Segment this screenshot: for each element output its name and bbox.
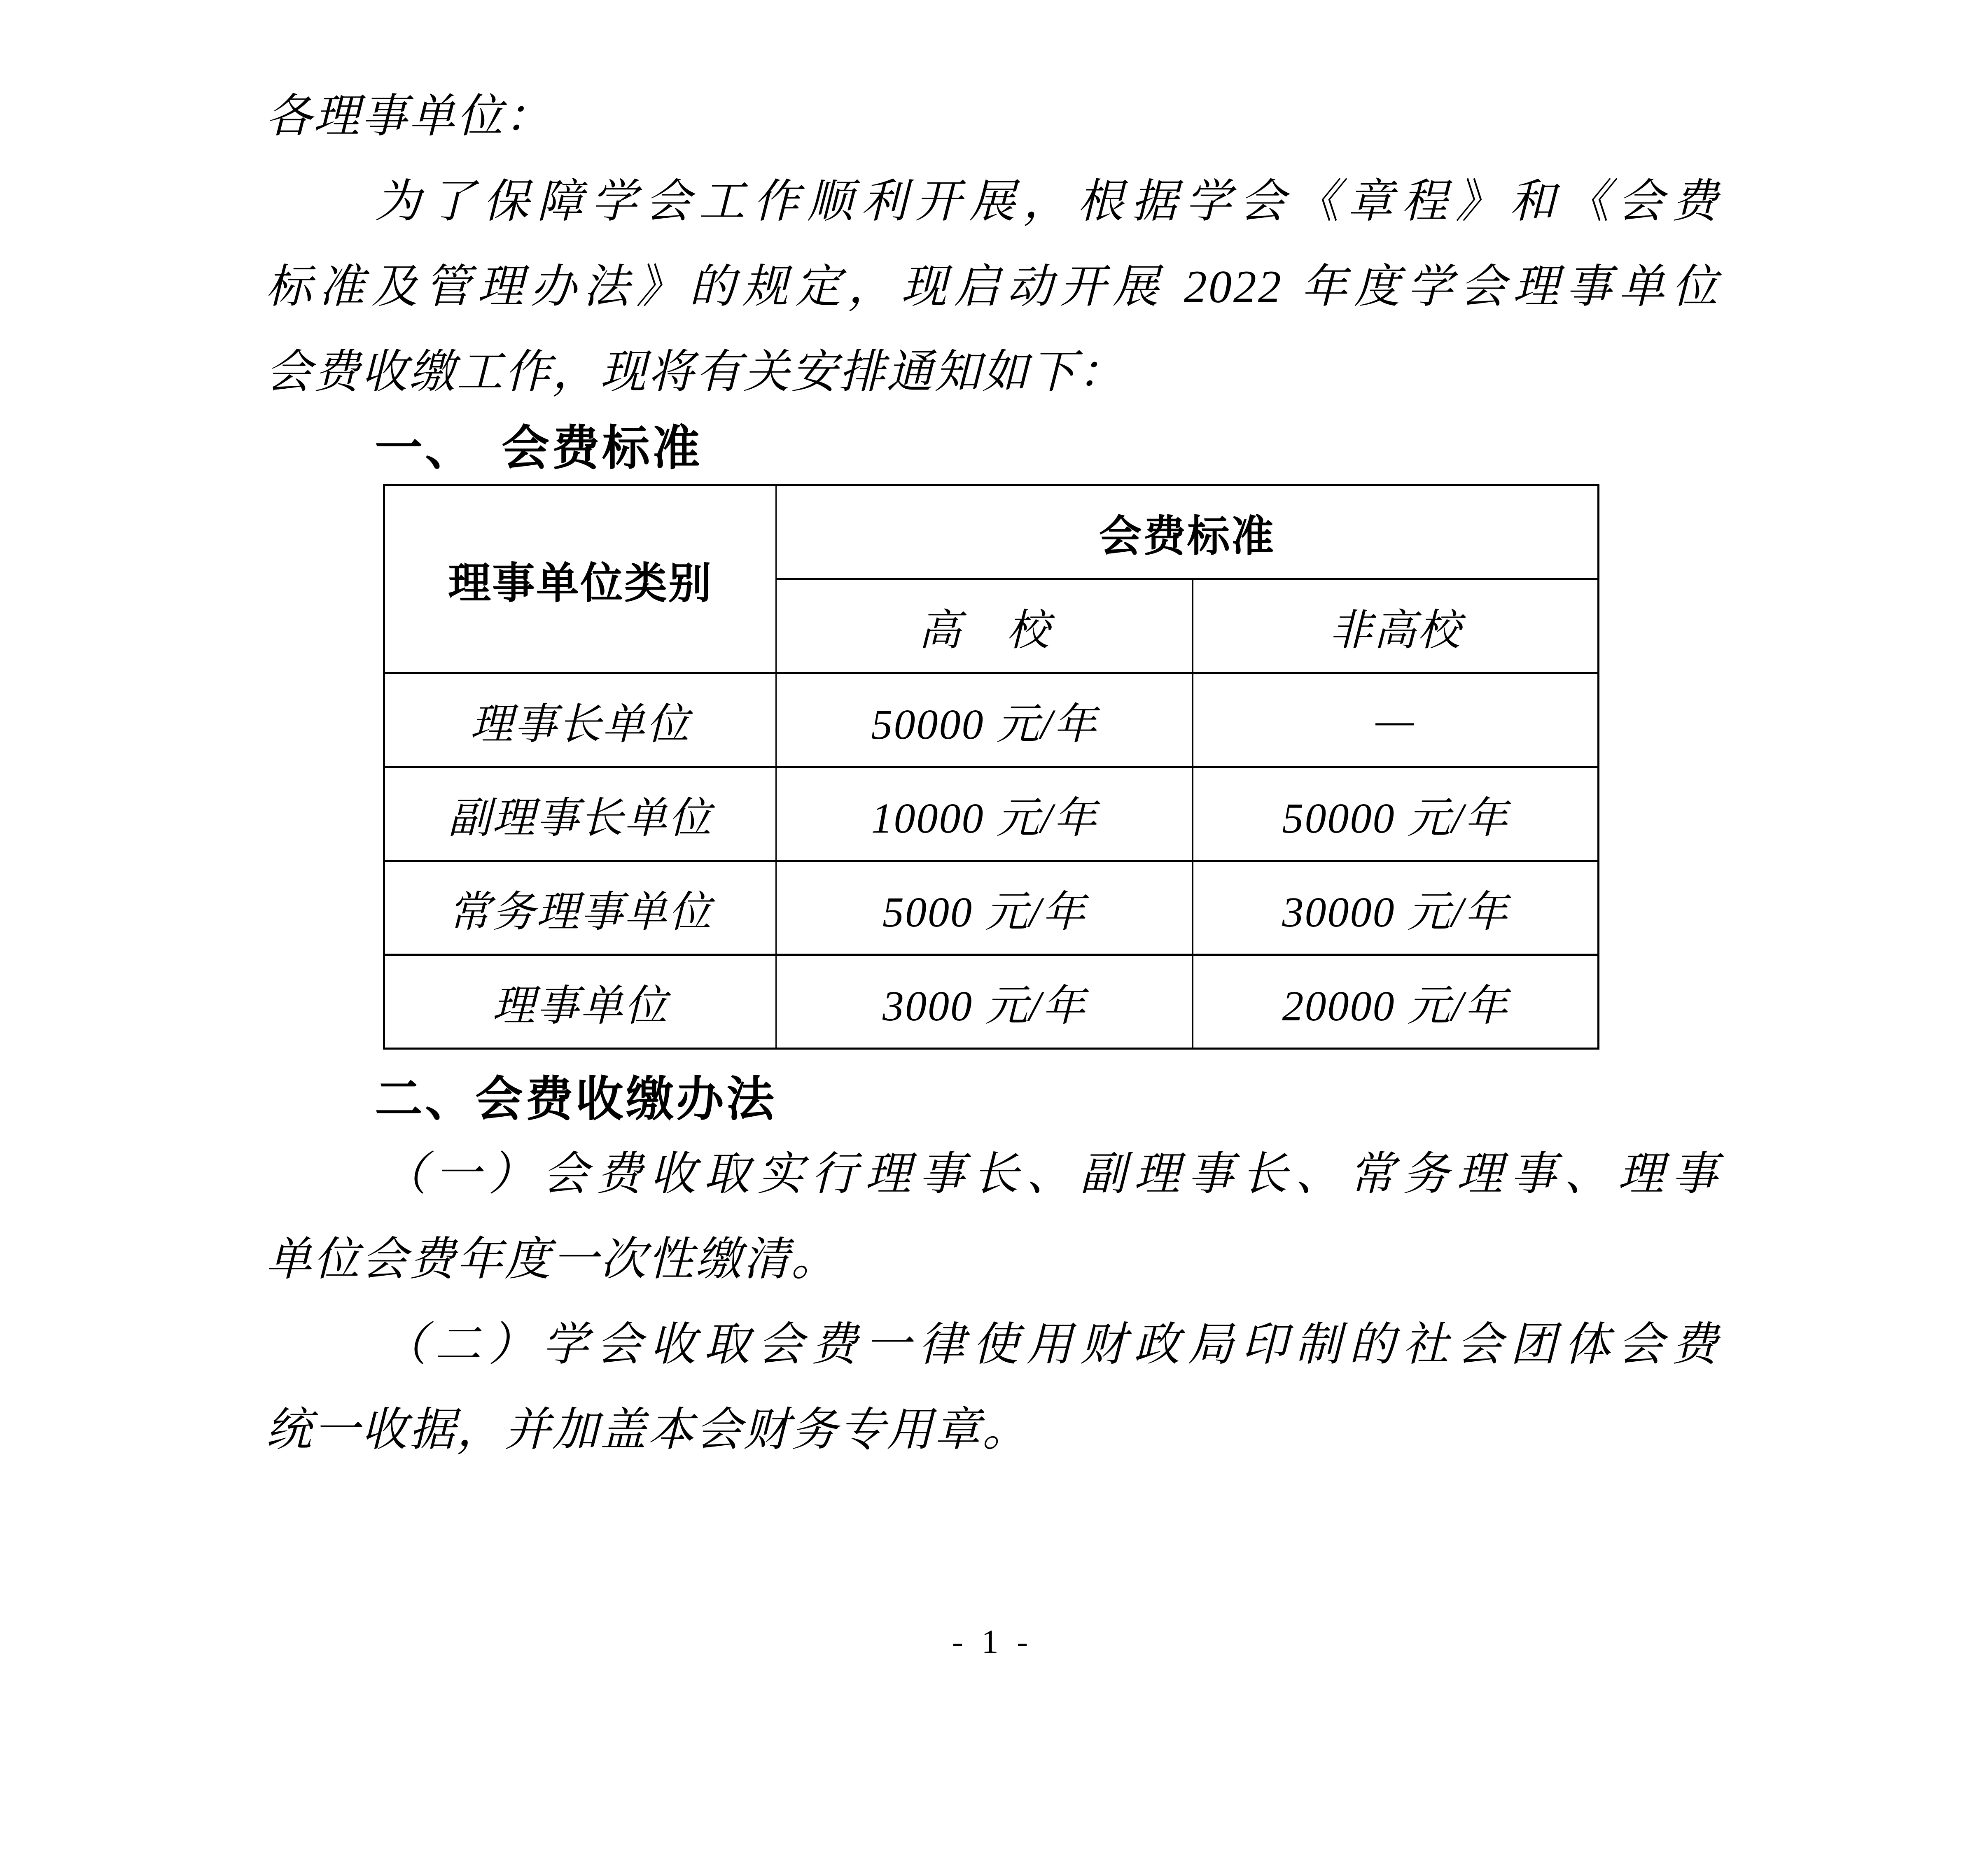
table-row bbox=[384, 955, 1599, 1049]
cell-category: 理事长单位 bbox=[384, 673, 776, 767]
paragraph-intro-line-1: 为了保障学会工作顺利开展，根据学会《章程》和《会费 bbox=[375, 176, 1719, 227]
cell-university-fee: 3000 元/年 bbox=[776, 955, 1193, 1049]
paragraph-intro-line-3: 会费收缴工作，现将有关安排通知如下： bbox=[266, 347, 1125, 398]
paragraph-intro-line-2: 标准及管理办法》的规定，现启动开展 2022 年度学会理事单位 bbox=[266, 261, 1719, 313]
paragraph-method-1-line-1: （一）会费收取实行理事长、副理事长、常务理事、理事 bbox=[381, 1149, 1719, 1200]
fee-standard-table bbox=[383, 484, 1599, 1050]
section-2-heading: 二、会费收缴办法 bbox=[375, 1072, 777, 1126]
category-column-header: 理事单位类别 bbox=[384, 485, 776, 673]
paragraph-method-2 bbox=[266, 1302, 1719, 1473]
cell-university-fee: 5000 元/年 bbox=[776, 861, 1193, 955]
table-row bbox=[384, 767, 1599, 861]
paragraph-intro bbox=[266, 159, 1719, 415]
paragraph-method-2-line-1: （二）学会收取会费一律使用财政局印制的社会团体会费 bbox=[381, 1319, 1719, 1370]
subheader-non-university: 非高校 bbox=[1193, 579, 1599, 673]
cell-university-fee: 10000 元/年 bbox=[776, 767, 1193, 861]
paragraph-method-1 bbox=[266, 1132, 1719, 1302]
page-number: - 1 - bbox=[952, 1623, 1033, 1660]
table-row bbox=[384, 673, 1599, 767]
table-row bbox=[384, 861, 1599, 955]
table-header-row-1 bbox=[384, 485, 1599, 579]
cell-non-university-fee: 30000 元/年 bbox=[1193, 861, 1599, 955]
paragraph-method-2-line-2: 统一收据，并加盖本会财务专用章。 bbox=[266, 1405, 1030, 1456]
subheader-university: 高 校 bbox=[776, 579, 1193, 673]
salutation-line: 各理事单位： bbox=[266, 91, 552, 142]
cell-category: 副理事长单位 bbox=[384, 767, 776, 861]
cell-non-university-fee: 50000 元/年 bbox=[1193, 767, 1599, 861]
cell-category: 常务理事单位 bbox=[384, 861, 776, 955]
cell-university-fee: 50000 元/年 bbox=[776, 673, 1193, 767]
cell-non-university-fee: 20000 元/年 bbox=[1193, 955, 1599, 1049]
cell-category: 理事单位 bbox=[384, 955, 776, 1049]
paragraph-method-1-line-2: 单位会费年度一次性缴清。 bbox=[266, 1234, 839, 1285]
cell-non-university-fee: — bbox=[1193, 673, 1599, 767]
fee-standard-group-header: 会费标准 bbox=[776, 485, 1599, 579]
section-1-heading: 一、 会费标准 bbox=[375, 421, 703, 475]
